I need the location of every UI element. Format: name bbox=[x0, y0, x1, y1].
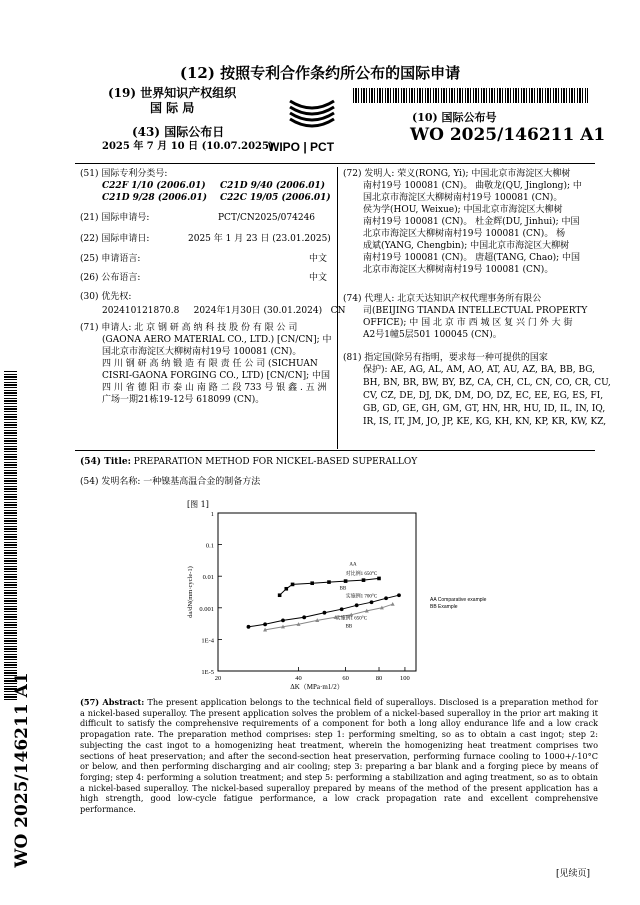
x-tick-label: 40 bbox=[295, 675, 302, 682]
title-en bbox=[80, 456, 417, 468]
agent-line: 司(BEIJING TIANDA INTELLECTUAL PROPERTY bbox=[363, 306, 588, 316]
title-zh bbox=[80, 476, 260, 488]
data-point bbox=[397, 593, 401, 597]
ipc-code: C21D 9/28 (2006.01) bbox=[102, 193, 208, 203]
chart-annotation: AA bbox=[349, 562, 357, 568]
y-tick-label: 1 bbox=[210, 511, 214, 518]
data-point bbox=[377, 577, 381, 581]
inventor-line: 北京市海淀区大柳树南村19号 100081 (CN)。 杨 bbox=[363, 229, 566, 239]
inventor-line: 成斌(YANG, Chengbin); 中国北京市海淀区大柳树 bbox=[363, 241, 570, 251]
wipo-logo bbox=[282, 95, 342, 141]
pub-date-label: (43) 国际公布日 bbox=[132, 125, 225, 139]
states-line: BH, BN, BR, BW, BY, BZ, CA, CH, CL, CN, CO, CR, CU, bbox=[363, 378, 611, 388]
chart-annotation: 对比例1 650°C bbox=[345, 571, 378, 577]
pub-lang: 中文 bbox=[309, 273, 328, 283]
side-barcode bbox=[4, 370, 17, 700]
filing-lang-label: (25) 申请语言: bbox=[80, 254, 141, 264]
side-pub-no: WO 2025/146211 A1 bbox=[12, 672, 32, 868]
data-point bbox=[362, 578, 366, 582]
y-axis-label: da/dN(mm·cycle-1) bbox=[187, 566, 194, 618]
app-no-label: (21) 国际申请号: bbox=[80, 213, 150, 223]
applicant-line: CISRI-GAONA FORGING CO., LTD) [CN/CN]; 中国 bbox=[102, 371, 330, 381]
pub-lang-label: (26) 公布语言: bbox=[80, 273, 141, 283]
data-point bbox=[384, 596, 388, 600]
ipc-code: C21D 9/40 (2006.01) bbox=[220, 181, 326, 191]
barcode bbox=[353, 88, 588, 103]
applicant-line: (71) 申请人: 北 京 钢 研 高 纳 科 技 股 份 有 限 公 司 bbox=[80, 323, 298, 333]
priority-claim: 202410121870.8 2024年1月30日 (30.01.2024) CN bbox=[102, 306, 346, 316]
figure-label: [图 1] bbox=[187, 500, 209, 509]
series-line bbox=[265, 604, 393, 630]
states-line: GB, GD, GE, GH, GM, GT, HN, HR, HU, ID, IL, IN, IQ, bbox=[363, 404, 606, 414]
data-point bbox=[327, 580, 331, 584]
abstract-label: (57) Abstract: bbox=[80, 697, 145, 707]
chart-annotation: BB bbox=[339, 586, 347, 592]
y-tick-label: 0.1 bbox=[205, 542, 214, 550]
data-point bbox=[344, 579, 348, 583]
title-zh-label: (54) 发明名称: bbox=[80, 477, 141, 487]
wipo-logo-icon bbox=[282, 95, 342, 141]
pub-no-label: (10) 国际公布号 bbox=[412, 111, 497, 124]
filing-date-label: (22) 国际申请日: bbox=[80, 234, 150, 244]
legend-entry: BB Example bbox=[430, 604, 458, 610]
data-point bbox=[247, 625, 251, 629]
priority-label: (30) 优先权: bbox=[80, 292, 132, 302]
applicant-line: 国北京市海淀区大柳树南村19号 100081 (CN)。 bbox=[102, 347, 302, 357]
continued-note: [见续页] bbox=[556, 869, 591, 879]
agent-line: (74) 代理人: 北京天达知识产权代理事务所有限公 bbox=[343, 294, 542, 304]
x-tick-label: 80 bbox=[375, 675, 383, 682]
data-point bbox=[263, 622, 267, 626]
applicant-line: (GAONA AERO MATERIAL CO., LTD.) [CN/CN]; 中 bbox=[102, 335, 332, 345]
app-no: PCT/CN2025/074246 bbox=[218, 213, 316, 223]
abstract-text: The present application belongs to the technical field of superalloys. Disclosed is a preparation method for a nickel-based superalloy. The present application solves the problem of a nickel-based superalloy in the prior art making it difficult to satisfy the comprehensive requirements of a component for both a long alloy endurance life and a low crack propagation rate. The preparation method comprises: step 1: performing smelting, so as to obtain a cast ingot; step 2: subjecting the cast ingot to a homogenizing heat treatment, wherein the homogenizing heat treatment comprises two sections of heat preservation; and after the second-section heat preservation, performing furnace cooling to 1000+/-10°C or below, and then performing discharging and air cooling; step 3: preparing a bar blank and a forging piece by means of forging; step 4: performing a solution treatment; and step 5: performing a stabilization and aging treatment, so as to obtain a nickel-based superalloy. The nickel-based superalloy prepared by means of the method of the present application has a high strength, good low-cycle fatigue performance, a low crack propagation rate and excellent comprehensive performance. bbox=[80, 697, 598, 815]
chart-annotation: 实施例1 700°C bbox=[345, 594, 378, 600]
wipo-pct-logo-text: WIPO | PCT bbox=[268, 140, 335, 154]
data-point bbox=[323, 611, 327, 615]
y-tick-label: 1E-5 bbox=[201, 669, 214, 676]
chart-annotation: BB bbox=[345, 624, 353, 630]
states-line: IR, IS, IT, JM, JO, JP, KE, KG, KH, KN, KP, KR, KW, KZ, bbox=[363, 417, 607, 427]
states-line: 保护): AE, AG, AL, AM, AO, AT, AU, AZ, BA, BB, BG, bbox=[363, 365, 595, 375]
plot-frame bbox=[218, 513, 416, 671]
data-point bbox=[291, 583, 295, 587]
document-type-title: (12) 按照专利合作条约所公布的国际申请 bbox=[179, 64, 461, 82]
states-line: (81) 指定国(除另有指明，要求每一种可提供的国家 bbox=[343, 353, 548, 363]
applicant-line: 四 川 省 德 阳 市 泰 山 南 路 二 段 733 号 银 鑫 . 五 洲 bbox=[102, 383, 327, 393]
inventor-line: (72) 发明人: 荣义(RONG, Yi); 中国北京市海淀区大柳树 bbox=[343, 169, 571, 179]
states-line: CV, CZ, DE, DJ, DK, DM, DO, DZ, EC, EE, EG, ES, FI, bbox=[363, 391, 604, 401]
x-tick-label: 20 bbox=[214, 675, 222, 682]
inventor-line: 南村19号 100081 (CN)。 杜金辉(DU, Jinhui); 中国 bbox=[363, 217, 580, 227]
data-point bbox=[281, 618, 285, 622]
ipc-code: C22C 19/05 (2006.01) bbox=[220, 193, 331, 203]
data-point bbox=[278, 593, 282, 597]
data-point bbox=[310, 581, 314, 585]
y-tick-label: 1E-4 bbox=[201, 637, 214, 645]
abstract bbox=[80, 697, 598, 815]
x-tick-label: 60 bbox=[342, 675, 349, 682]
data-point bbox=[391, 602, 395, 606]
ipc-label: (51) 国际专利分类号: bbox=[80, 169, 168, 179]
data-point bbox=[355, 603, 359, 607]
org-bureau: 国 际 局 bbox=[150, 101, 195, 115]
ipc-code: C22F 1/10 (2006.01) bbox=[102, 181, 206, 191]
agent-line: A2号1幢5层501 100045 (CN)。 bbox=[363, 330, 502, 340]
inventor-line: 南村19号 100081 (CN)。 曲敬龙(QU, Jinglong); 中 bbox=[363, 181, 582, 191]
data-point bbox=[340, 607, 344, 611]
x-tick-label: 100 bbox=[400, 675, 410, 682]
title-zh-text: 一种镍基高温合金的制备方法 bbox=[143, 477, 261, 487]
applicant-line: 广场一期21栋19-12号 618099 (CN)。 bbox=[102, 395, 265, 405]
inventor-line: 南村19号 100081 (CN)。 唐超(TANG, Chao); 中国 bbox=[363, 253, 581, 263]
inventor-line: 国北京市海淀区大柳树南村19号 100081 (CN)。 bbox=[363, 193, 563, 203]
org-name: (19) 世界知识产权组织 bbox=[108, 86, 237, 100]
applicant-line: 四 川 钢 研 高 纳 锻 造 有 限 责 任 公 司 (SICHUAN bbox=[102, 359, 318, 369]
inventor-line: 北京市海淀区大柳树南村19号 100081 (CN)。 bbox=[363, 265, 554, 275]
header-rule bbox=[75, 163, 595, 164]
y-tick-label: 0.001 bbox=[199, 605, 214, 613]
data-point bbox=[370, 600, 374, 604]
filing-date: 2025 年 1 月 23 日 (23.01.2025) bbox=[188, 234, 331, 244]
chart-annotation: 实施例1 650°C bbox=[335, 616, 368, 622]
data-point bbox=[284, 587, 288, 591]
y-tick-label: 0.01 bbox=[202, 574, 214, 582]
x-axis-label: ΔK（MPa·m1/2） bbox=[290, 683, 344, 691]
title-rule bbox=[75, 450, 595, 451]
pub-no: WO 2025/146211 A1 bbox=[410, 125, 606, 145]
title-en-label: (54) Title: bbox=[80, 457, 131, 467]
fatigue-crack-chart bbox=[180, 505, 487, 695]
inventor-line: 侯为学(HOU, Weixue); 中国北京市海淀区大柳树 bbox=[363, 205, 563, 215]
data-point bbox=[302, 615, 306, 619]
agent-line: OFFICE); 中 国 北 京 市 西 城 区 复 兴 门 外 大 街 bbox=[363, 318, 573, 328]
filing-lang: 中文 bbox=[309, 254, 328, 264]
title-en-text: PREPARATION METHOD FOR NICKEL-BASED SUPERALLOY bbox=[133, 457, 418, 467]
legend-entry: AA Comparative example bbox=[430, 597, 487, 603]
pub-date: 2025 年 7 月 10 日 (10.07.2025) bbox=[102, 141, 274, 152]
